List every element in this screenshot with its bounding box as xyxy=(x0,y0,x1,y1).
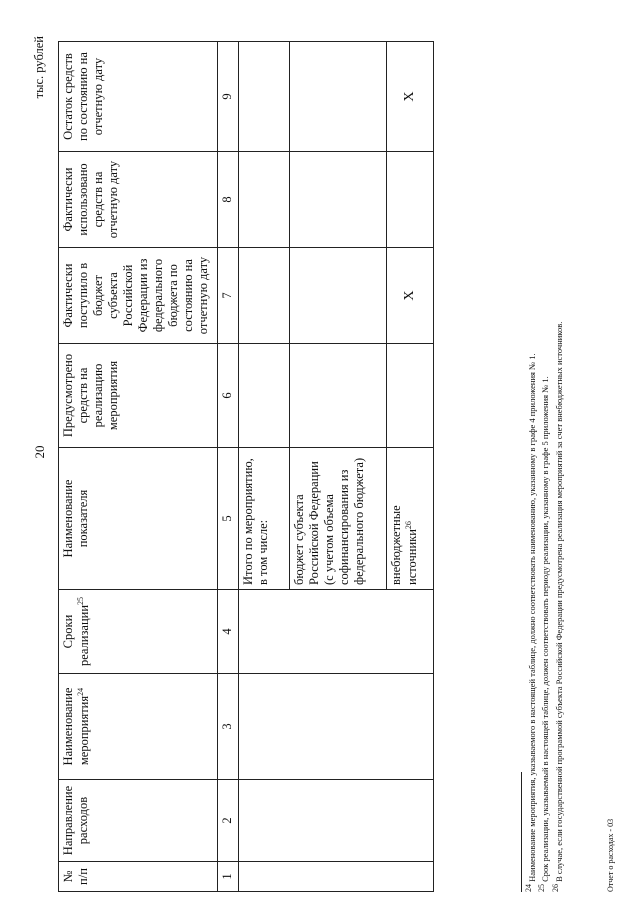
table-cell xyxy=(239,344,290,448)
footnote-26: $^{26}$ В случае, если государственной программой субъекта Российской Федерации предусмотрена реализация мероприятий за счет внебюджетных источников. xyxy=(550,321,564,892)
footnote-divider xyxy=(521,772,522,892)
total-label: Итого по мероприятию, в том числе: xyxy=(239,448,290,590)
document-code: Отчет о расходах - 03 xyxy=(606,818,615,892)
table-cell xyxy=(290,152,387,248)
table-cell xyxy=(239,780,434,862)
table-cell xyxy=(239,248,290,344)
header-expense-direction: Направление расходов xyxy=(59,780,218,862)
footnotes xyxy=(521,42,564,892)
header-actually-received: Фактически поступило в бюджет субъекта Российской Федерации из федерального бюджета по состоянию на отчетную дату xyxy=(59,248,218,344)
column-number: 3 xyxy=(218,674,239,780)
column-number: 6 xyxy=(218,344,239,448)
table-row-total xyxy=(239,42,290,892)
x-mark: Х xyxy=(387,42,434,152)
column-number: 9 xyxy=(218,42,239,152)
column-number-row xyxy=(218,42,239,892)
page-number: 20 xyxy=(32,445,47,459)
column-number: 2 xyxy=(218,780,239,862)
table-cell xyxy=(239,862,434,892)
table-cell xyxy=(387,152,434,248)
unit-label: тыс. рублей xyxy=(32,36,46,99)
column-number: 4 xyxy=(218,590,239,674)
table-cell xyxy=(290,248,387,344)
table-cell xyxy=(387,344,434,448)
footnote-25: $^{25}$ Срок реализации, указываемый в настоящей таблице, должен соответствовать периоду реализации, указанному в графе 5 приложения № 1. xyxy=(537,376,551,892)
column-number: 1 xyxy=(218,862,239,892)
column-number: 7 xyxy=(218,248,239,344)
header-planned-funds: Предусмотрено средств на реализацию мероприятия xyxy=(59,344,218,448)
table-cell xyxy=(239,674,434,780)
header-balance: Остаток средств по состоянию на отчетную дату xyxy=(59,42,218,152)
footnote-ref-25: 25 xyxy=(76,596,85,605)
footnote-ref-24: 24 xyxy=(76,687,85,696)
header-terms: Сроки реализации$^{25}$ xyxy=(59,590,218,674)
table-cell xyxy=(290,42,387,152)
table-cell xyxy=(239,590,434,674)
regional-budget-label: бюджет субъекта Российской Федерации (с учетом объема софинансирования из федерального бюджета) xyxy=(290,448,387,590)
header-row xyxy=(59,42,218,892)
column-number: 8 xyxy=(218,152,239,248)
footnote-24: $^{24}$ Наименование мероприятия, указываемого в настоящей таблице, должно соответствовать наименованию, указанному в графе 4 приложения № 1. xyxy=(524,353,537,892)
table-cell xyxy=(239,42,290,152)
expense-report-table xyxy=(58,41,434,892)
x-mark: Х xyxy=(387,248,434,344)
footnote-ref-26: 26 xyxy=(404,521,413,530)
table-cell xyxy=(290,344,387,448)
header-indicator-name: Наименование показателя xyxy=(59,448,218,590)
header-event-name: Наименование мероприятия$^{24}$ xyxy=(59,674,218,780)
off-budget-label: внебюджетные источники$^{26}$ xyxy=(387,448,434,590)
column-number: 5 xyxy=(218,448,239,590)
header-number: № п/п xyxy=(59,862,218,892)
header-actually-used: Фактически использовано средств на отчетную дату xyxy=(59,152,218,248)
table-cell xyxy=(239,152,290,248)
